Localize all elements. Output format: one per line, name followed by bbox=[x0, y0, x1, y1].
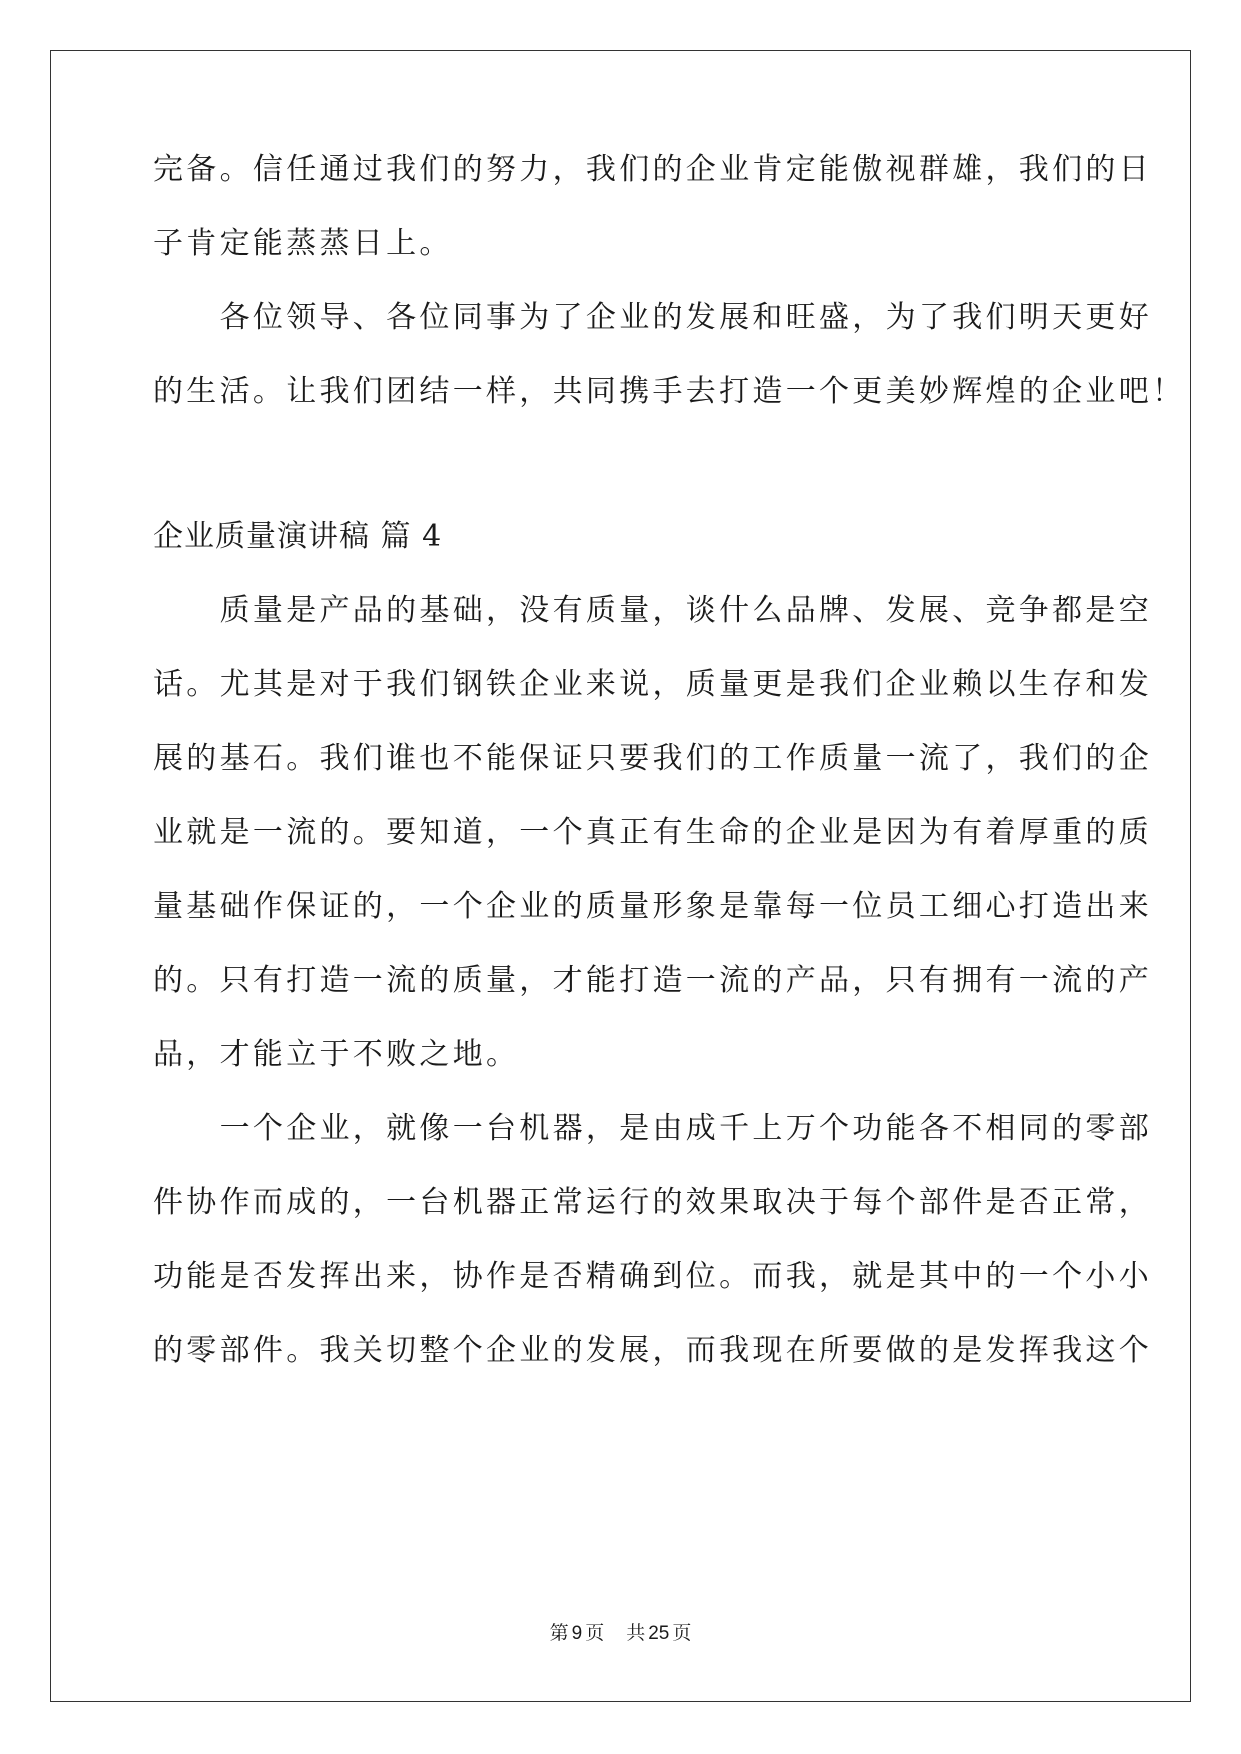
total-pages: 25 bbox=[648, 1623, 670, 1644]
text-line: 话。尤其是对于我们钢铁企业来说，质量更是我们企业赖以生存和发 bbox=[153, 667, 1152, 702]
page-suffix: 页 bbox=[585, 1623, 605, 1644]
page-footer bbox=[0, 1622, 1241, 1646]
total-prefix: 共 bbox=[626, 1623, 646, 1644]
text-line: 功能是否发挥出来，协作是否精确到位。而我，就是其中的一个小小 bbox=[153, 1259, 1152, 1294]
total-suffix: 页 bbox=[672, 1623, 692, 1644]
text-line: 的。只有打造一流的质量，才能打造一流的产品，只有拥有一流的产 bbox=[153, 963, 1152, 998]
text-line: 量基础作保证的，一个企业的质量形象是靠每一位员工细心打造出来 bbox=[153, 889, 1152, 924]
text-line: 品，才能立于不败之地。 bbox=[153, 1037, 520, 1072]
text-line: 件协作而成的，一台机器正常运行的效果取决于每个部件是否正常， bbox=[153, 1185, 1152, 1220]
text-line: 展的基石。我们谁也不能保证只要我们的工作质量一流了，我们的企 bbox=[153, 741, 1152, 776]
text-line: 的零部件。我关切整个企业的发展，而我现在所要做的是发挥我这个 bbox=[153, 1333, 1152, 1368]
text-line: 一个企业，就像一台机器，是由成千上万个功能各不相同的零部 bbox=[153, 1111, 1152, 1146]
text-line: 的生活。让我们团结一样，共同携手去打造一个更美妙辉煌的企业吧！ bbox=[153, 374, 1186, 409]
page-number: 9 bbox=[571, 1623, 583, 1644]
text-line: 业就是一流的。要知道，一个真正有生命的企业是因为有着厚重的质 bbox=[153, 815, 1152, 850]
text-line: 质量是产品的基础，没有质量，谈什么品牌、发展、竞争都是空 bbox=[153, 593, 1152, 628]
text-line: 子肯定能蒸蒸日上。 bbox=[153, 226, 453, 261]
text-line: 各位领导、各位同事为了企业的发展和旺盛，为了我们明天更好 bbox=[153, 300, 1152, 335]
section-heading: 企业质量演讲稿 篇 4 bbox=[153, 519, 443, 554]
page-prefix: 第 bbox=[549, 1623, 569, 1644]
text-line: 完备。信任通过我们的努力，我们的企业肯定能傲视群雄，我们的日 bbox=[153, 152, 1152, 187]
